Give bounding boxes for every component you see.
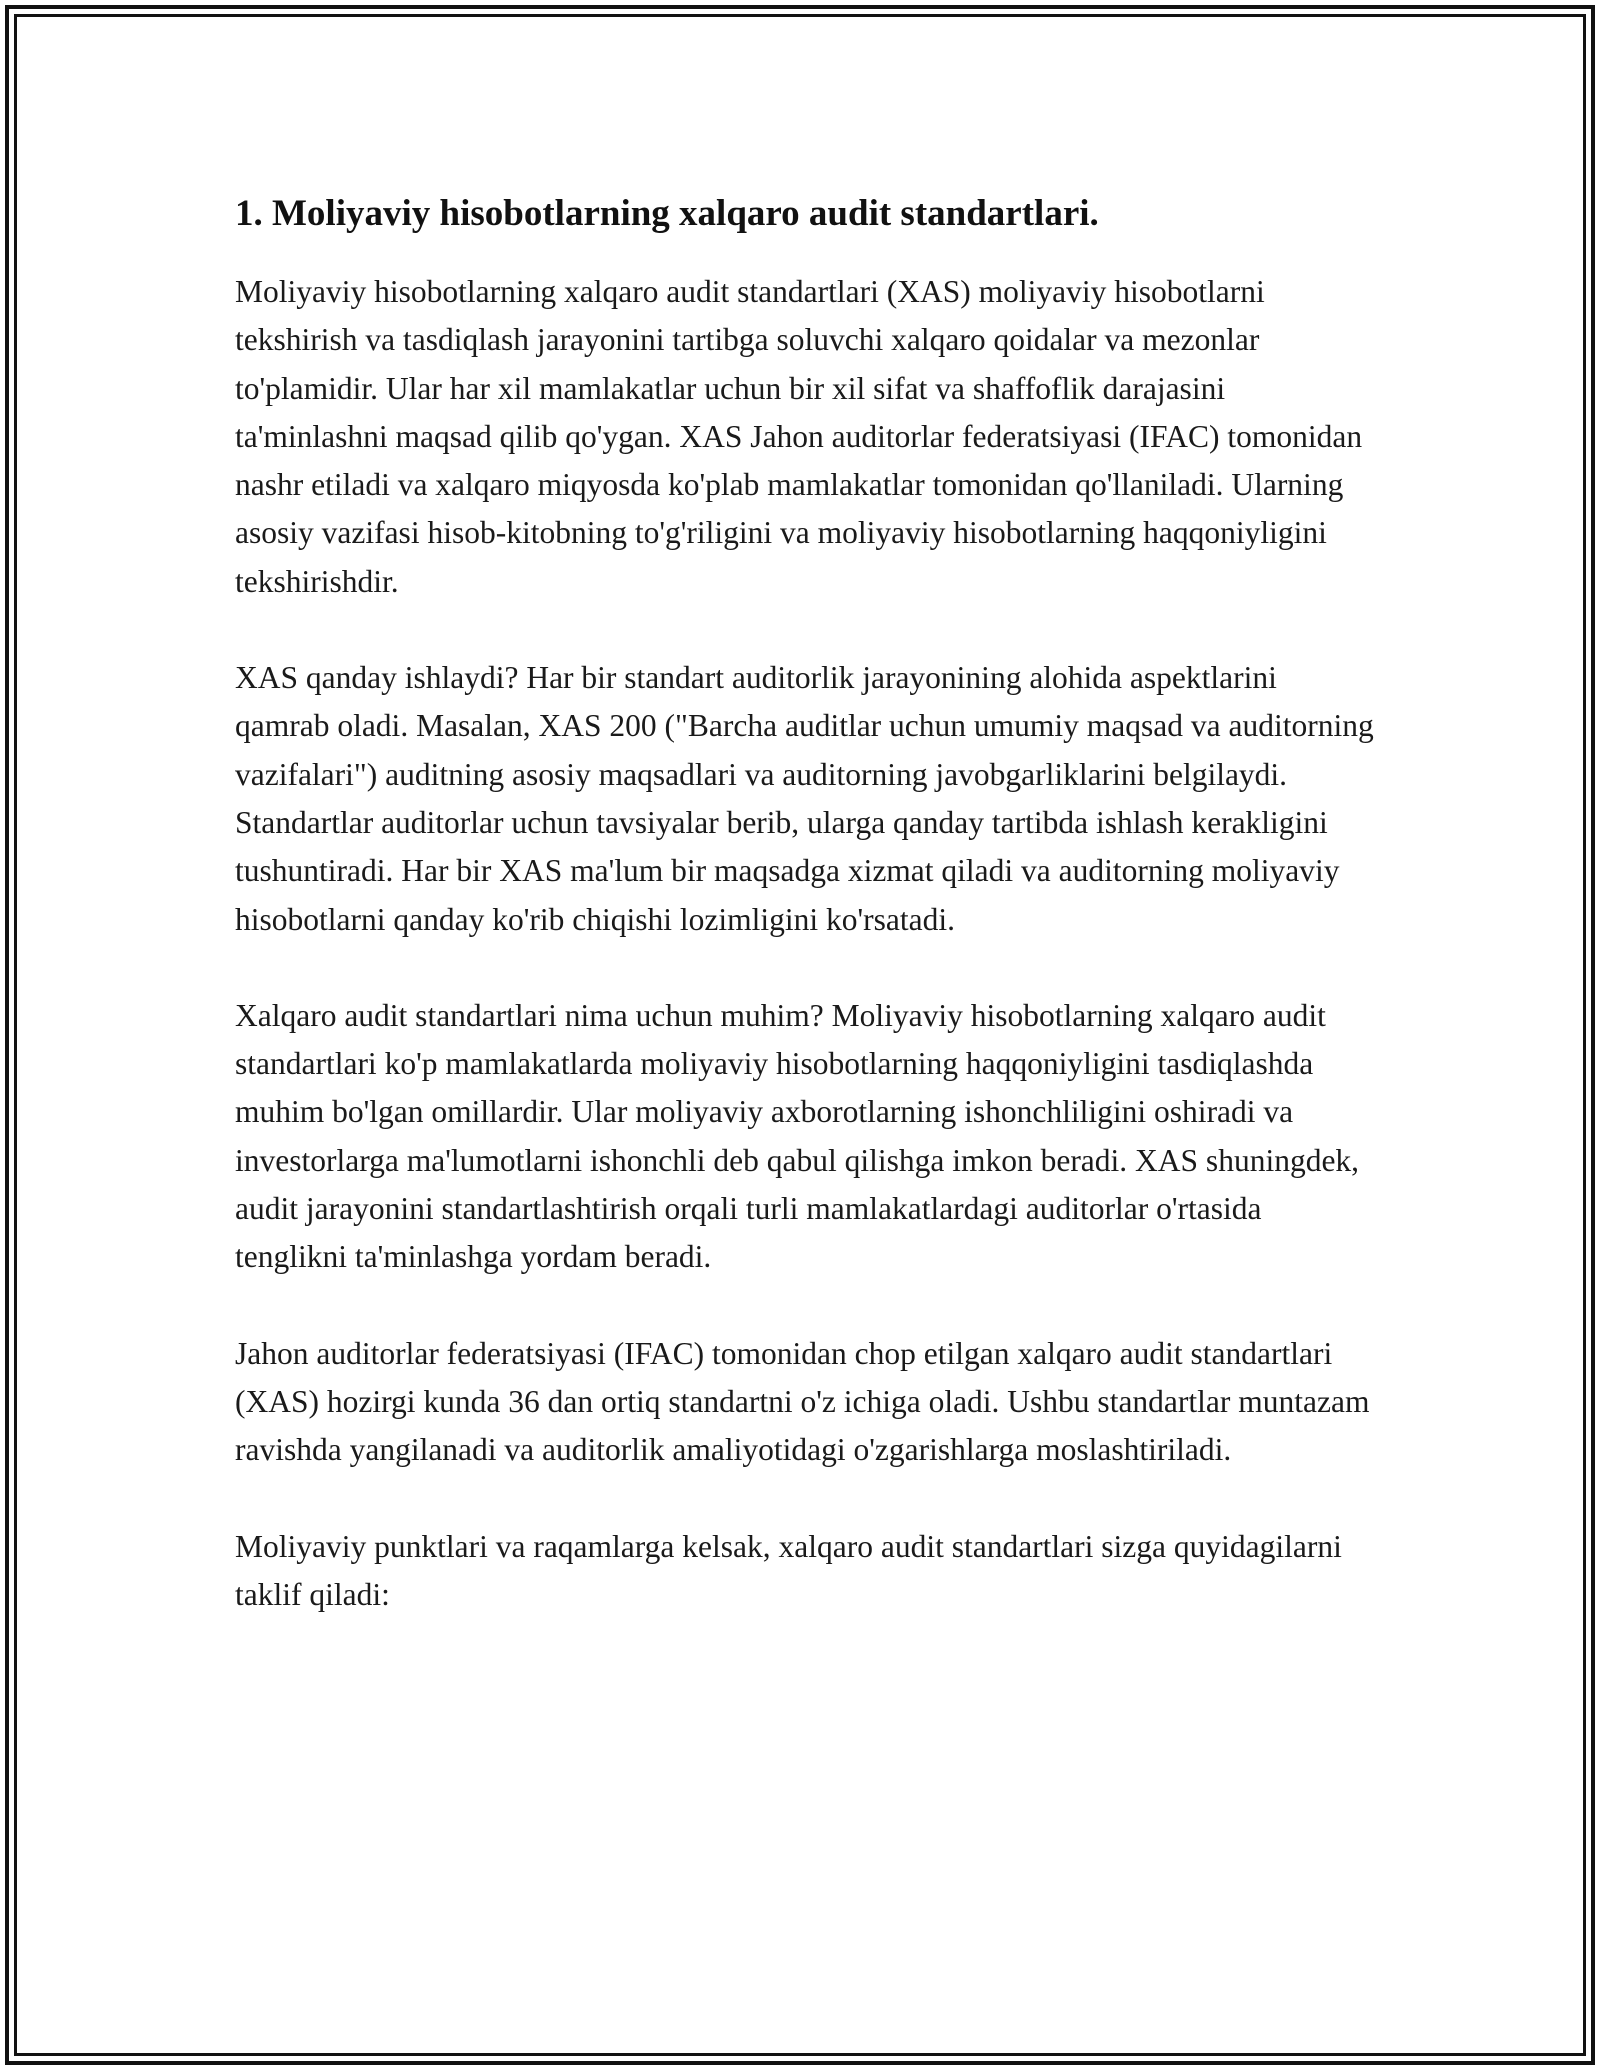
paragraph-importance: Xalqaro audit standartlari nima uchun muhim? Moliyaviy hisobotlarning xalqaro audit standartlari ko'p mamlakatlarda moliyaviy hisobotlarning haqqoniyligini tasdiqlashda muhim bo'lgan omillardir. Ular moliyaviy axborotlarning ishonchliligini oshiradi va investorlarga ma'lumotlarni ishonchli deb qabul qilishga imkon beradi. XAS shuningdek, audit jarayonini standartlashtirish orqali turli mamlakatlardagi auditorlar o'rtasida tenglikni ta'minlashga yordam beradi.: [235, 997, 1360, 1275]
paragraph-intro: Moliyaviy hisobotlarning xalqaro audit standartlari (XAS) moliyaviy hisobotlarni tekshirish va tasdiqlash jarayonini tartibga soluvchi xalqaro qoidalar va mezonlar to'plamidir. Ular har xil mamlakatlar uchun bir xil sifat va shaffoflik darajasini ta'minlashni maqsad qilib qo'ygan. XAS Jahon auditorlar federatsiyasi (IFAC) tomonidan nashr etiladi va xalqaro miqyosda ko'plab mamlakatlar tomonidan qo'llaniladi. Ularning asosiy vazifasi hisob-kitobning to'g'riligini va moliyaviy hisobotlarning haqqoniyligini tekshirishdir.: [235, 274, 1363, 599]
document-title: 1. Moliyaviy hisobotlarning xalqaro audit standartlari.: [235, 193, 1099, 234]
paragraph-ifac-standards: Jahon auditorlar federatsiyasi (IFAC) tomonidan chop etilgan xalqaro audit standartlari (XAS) hozirgi kunda 36 dan ortiq standartni o'z ichiga oladi. Ushbu standartlar muntazam ravishda yangilanadi va auditorlik amaliyotidagi o'zgarishlarga moslashtiriladi.: [235, 1335, 1370, 1468]
paragraph-how-it-works: XAS qanday ishlaydi? Har bir standart auditorlik jarayonining alohida aspektlarini qamrab oladi. Masalan, XAS 200 ("Barcha auditlar uchun umumiy maqsad va auditorning vazifalari") auditning asosiy maqsadlari va auditorning javobgarliklarini belgilaydi. Standartlar auditorlar uchun tavsiyalar berib, ularga qanday tartibda ishlash kerakligini tushuntiradi. Har bir XAS ma'lum bir maqsadga xizmat qiladi va auditorning moliyaviy hisobotlarni qanday ko'rib chiqishi lozimligini ko'rsatadi.: [235, 660, 1374, 937]
document-body: [235, 188, 1375, 1667]
paragraph-financial-points: Moliyaviy punktlari va raqamlarga kelsak, xalqaro audit standartlari sizga quyidagilarni taklif qiladi:: [235, 1528, 1342, 1612]
